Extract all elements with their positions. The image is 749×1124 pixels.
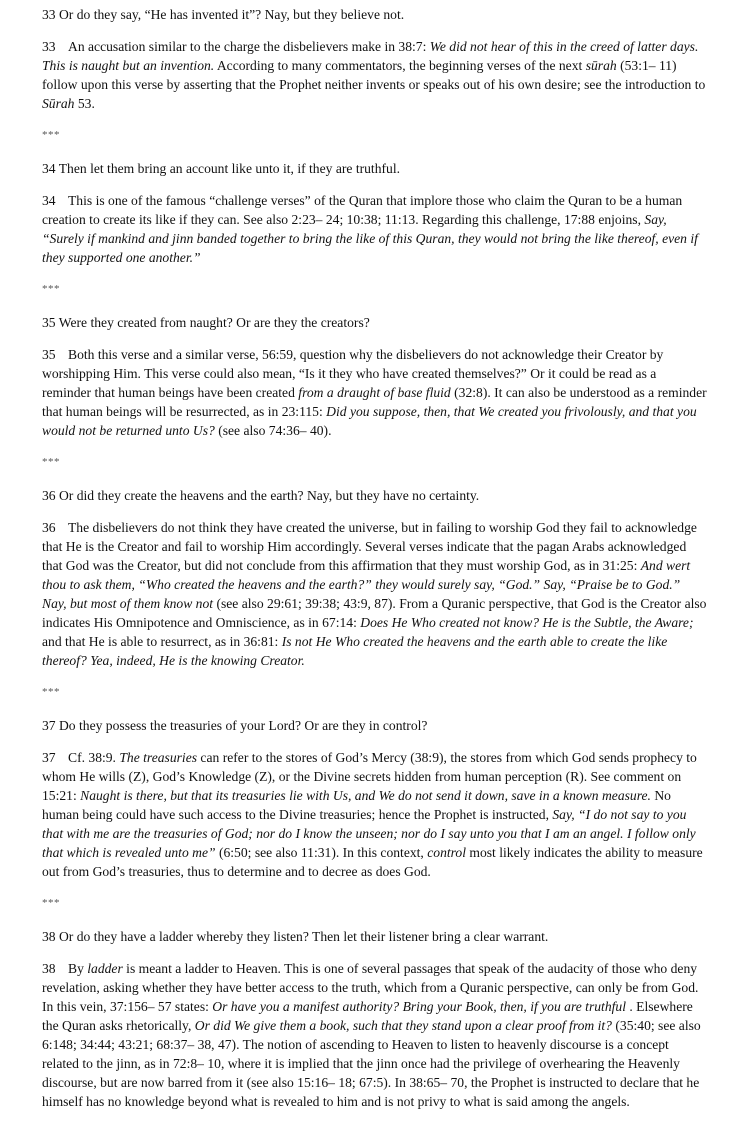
commentary-run: is meant a ladder to Heaven. This is one of several passages that speak of the audacity of those who deny revelation, asking whether they have better access to the truth, which from a Quranic perspective, can only be from God. In this vein, 37:156– 57 states: xyxy=(42,961,699,1014)
commentary-run: Both this verse and a similar verse, 56:59, question why the disbelievers do not acknowledge their Creator by worshipping Him. This verse could also mean, “Is it they who have created themselves?” Or it could be read as a reminder that human beings have been created xyxy=(42,347,664,400)
commentary-paragraph xyxy=(42,518,708,670)
commentary-run: According to many commentators, the beginning verses of the next xyxy=(214,58,586,73)
commentary-run: 53. xyxy=(74,96,95,111)
commentary-paragraph xyxy=(42,345,708,440)
commentary-text xyxy=(42,520,706,668)
commentary-text xyxy=(42,750,703,879)
commentary-number: 36 xyxy=(42,520,56,535)
commentary-run: (see also 29:61; 39:38; 43:9, 87). From a Quranic perspective, that God is the Creator also indicates His Omnipotence and Omniscience, as in 67:14: xyxy=(42,596,707,630)
verse-text: 38 Or do they have a ladder whereby they listen? Then let their listener bring a clear warrant. xyxy=(42,929,549,944)
section-34 xyxy=(42,159,708,299)
section-separator: *** xyxy=(42,129,60,141)
section-36 xyxy=(42,486,708,702)
quoted-verse-italic: Or did We give them a book, such that they stand upon a clear proof from it? xyxy=(194,1018,612,1033)
quoted-verse-italic: Sūrah xyxy=(42,96,75,111)
commentary-run: This is one of the famous “challenge verses” of the Quran that implore those who claim the Quran to be a human creation to create its like if they can. See also 2:23– 24; 10:38; 11:13. Regarding this challenge, 17:88 enjoins, xyxy=(42,193,683,227)
quoted-verse-italic: Or have you a manifest authority? Bring your Book, then, if you are truthful xyxy=(212,999,626,1014)
commentary-run: most likely indicates the ability to measure out from God’s treasuries, thus to determine and to decree as does God. xyxy=(42,845,703,879)
verse-text: 34 Then let them bring an account like unto it, if they are truthful. xyxy=(42,161,400,176)
commentary-text xyxy=(42,961,701,1109)
document-page xyxy=(42,5,708,1124)
commentary-run: No human being could have such access to the Divine treasuries; hence the Prophet is instructed, xyxy=(42,788,671,822)
quoted-verse-italic: And wert thou to ask them, “Who created the heavens and the earth?” they would surely say, “God.” Say, “Praise be to God.” Nay, but most of them know not xyxy=(42,558,691,611)
commentary-paragraph xyxy=(42,748,708,881)
commentary-run: (6:50; see also 11:31). In this context, xyxy=(215,845,428,860)
commentary-run: (53:1– 11) follow upon this verse by asserting that the Prophet neither invents or speaks out of his own desire; see the introduction to xyxy=(42,58,706,92)
section-separator: *** xyxy=(42,456,60,468)
section-33 xyxy=(42,5,708,145)
commentary-number: 35 xyxy=(42,347,56,362)
commentary-run: An accusation similar to the charge the disbelievers make in 38:7: xyxy=(68,39,430,54)
section-38 xyxy=(42,927,708,1111)
quoted-verse-italic: from a draught of base fluid xyxy=(298,385,451,400)
section-separator: *** xyxy=(42,686,60,698)
commentary-run: . Elsewhere the Quran asks rhetorically, xyxy=(42,999,693,1033)
section-separator: *** xyxy=(42,897,60,909)
commentary-run: By xyxy=(68,961,88,976)
commentary-paragraph xyxy=(42,959,708,1111)
commentary-run: (32:8). It can also be understood as a reminder that human beings will be resurrected, as in 23:115: xyxy=(42,385,707,419)
section-35 xyxy=(42,313,708,472)
quoted-verse-italic: sūrah xyxy=(585,58,617,73)
commentary-run: can refer to the stores of God’s Mercy (38:9), the stores from which God sends prophecy to whom He wills (Z), God’s Knowledge (Z), or the Divine secrets hidden from human perception (R). See comment on 15:21: xyxy=(42,750,697,803)
verse-text: 33 Or do they say, “He has invented it”? Nay, but they believe not. xyxy=(42,7,405,22)
verse-text: 35 Were they created from naught? Or are they the creators? xyxy=(42,315,370,330)
quoted-verse-italic: control xyxy=(427,845,466,860)
quoted-verse-italic: Say, “Surely if mankind and jinn banded together to bring the like of this Quran, they would not bring the like thereof, even if they supported one another.” xyxy=(42,212,698,265)
verse-text: 37 Do they possess the treasuries of your Lord? Or are they in control? xyxy=(42,718,428,733)
commentary-text xyxy=(42,39,705,111)
quoted-verse-italic: Is not He Who created the heavens and the earth able to create the like thereof? Yea, indeed, He is the knowing Creator. xyxy=(42,634,668,668)
quoted-verse-italic: Does He Who created not know? He is the Subtle, the Aware; xyxy=(360,615,694,630)
commentary-paragraph xyxy=(42,37,708,113)
quoted-verse-italic: Say, “I do not say to you that with me are the treasuries of God; nor do I know the unseen; nor do I say unto you that I am an angel. I follow only that which is revealed unto me” xyxy=(42,807,696,860)
commentary-run: Cf. 38:9. xyxy=(68,750,120,765)
commentary-text xyxy=(42,347,707,438)
commentary-text xyxy=(42,193,698,265)
quoted-verse-italic: Naught is there, but that its treasuries lie with Us, and We do not send it down, save in a known measure. xyxy=(80,788,651,803)
verse-text: 36 Or did they create the heavens and the earth? Nay, but they have no certainty. xyxy=(42,488,480,503)
section-37 xyxy=(42,716,708,913)
commentary-number: 38 xyxy=(42,961,56,976)
commentary-number: 34 xyxy=(42,193,56,208)
commentary-paragraph xyxy=(42,191,708,267)
quoted-verse-italic: The treasuries xyxy=(119,750,198,765)
section-separator: *** xyxy=(42,283,60,295)
commentary-run: and that He is able to resurrect, as in 36:81: xyxy=(42,634,282,649)
commentary-number: 33 xyxy=(42,39,56,54)
quoted-verse-italic: We did not hear of this in the creed of latter days. This is naught but an invention. xyxy=(42,39,699,73)
commentary-run: (see also 74:36– 40). xyxy=(214,423,332,438)
commentary-run: (35:40; see also 6:148; 34:44; 43:21; 68:37– 38, 47). The notion of ascending to Heaven to listen to heavenly discourse is a concept related to the jinn, as in 72:8– 10, where it is implied that the jinn once had the privilege of overhearing the Heavenly discourse, but are now barred from it (see also 15:16– 18; 67:5). In 38:65– 70, the Prophet is instructed to declare that he himself has no knowledge beyond what is revealed to him and is not privy to what is said among the angels. xyxy=(42,1018,701,1109)
commentary-number: 37 xyxy=(42,750,56,765)
quoted-verse-italic: Did you suppose, then, that We created you frivolously, and that you would not be returned unto Us? xyxy=(42,404,697,438)
commentary-run: The disbelievers do not think they have created the universe, but in failing to worship God they fail to acknowledge that He is the Creator and fail to worship Him accordingly. Several verses indicate that the pagan Arabs acknowledged that God was the Creator, but did not conclude from this affirmation that they must worship God, as in 31:25: xyxy=(42,520,697,573)
quoted-verse-italic: ladder xyxy=(87,961,123,976)
